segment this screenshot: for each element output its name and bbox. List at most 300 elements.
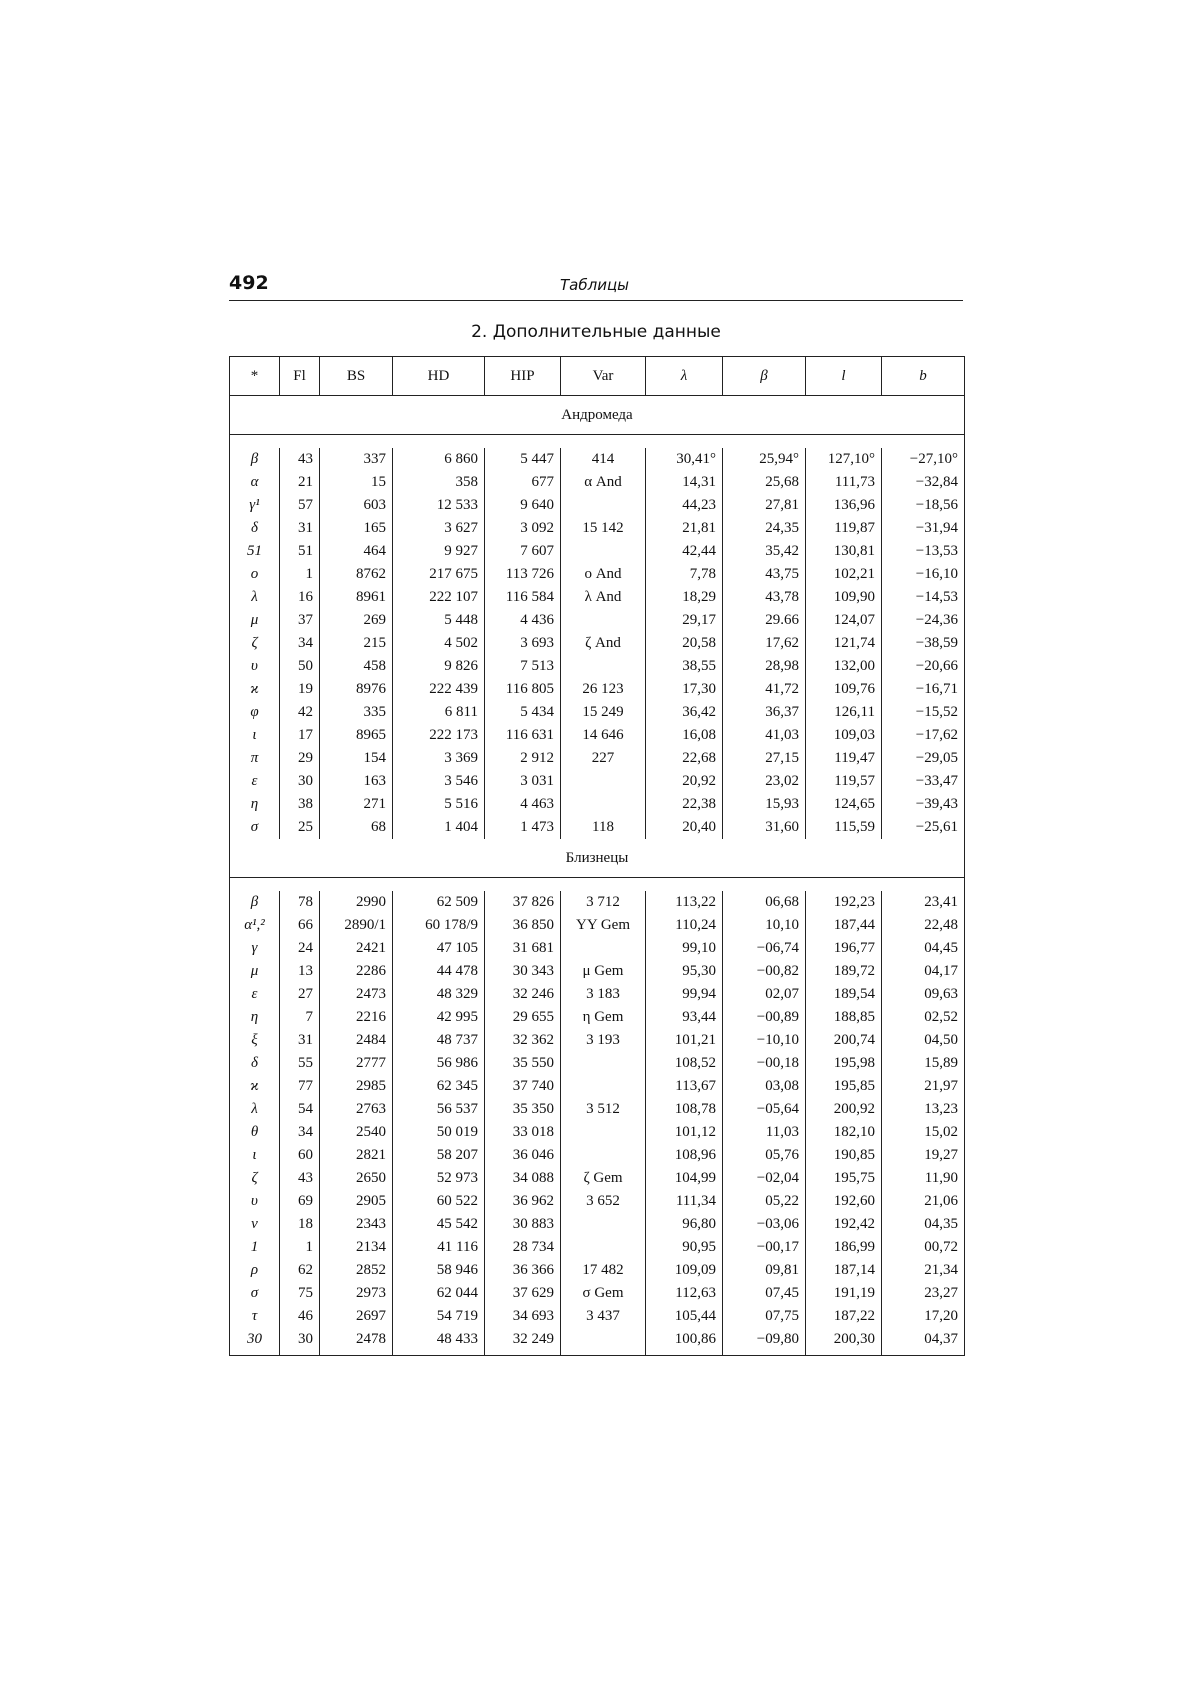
hd-number: 222 439 xyxy=(393,678,485,701)
galactic-latitude: 11,90 xyxy=(882,1167,965,1190)
hd-number: 62 345 xyxy=(393,1075,485,1098)
star-designation: η xyxy=(230,1006,280,1029)
variable-designation xyxy=(561,1236,646,1259)
flamsteed-number: 30 xyxy=(280,1328,320,1356)
star-designation: τ xyxy=(230,1305,280,1328)
spacer-cell xyxy=(230,878,965,892)
star-designation: γ xyxy=(230,937,280,960)
galactic-latitude: −16,10 xyxy=(882,563,965,586)
hip-number: 33 018 xyxy=(485,1121,561,1144)
variable-designation: YY Gem xyxy=(561,914,646,937)
hd-number: 47 105 xyxy=(393,937,485,960)
variable-designation xyxy=(561,1121,646,1144)
galactic-latitude: 04,37 xyxy=(882,1328,965,1356)
hip-number: 37 740 xyxy=(485,1075,561,1098)
table-row xyxy=(230,724,965,747)
bs-number: 2990 xyxy=(320,891,393,914)
ecliptic-longitude: 44,23 xyxy=(646,494,723,517)
variable-designation xyxy=(561,937,646,960)
variable-designation: 14 646 xyxy=(561,724,646,747)
ecliptic-latitude: −05,64 xyxy=(723,1098,806,1121)
hip-number: 116 805 xyxy=(485,678,561,701)
bs-number: 2890/1 xyxy=(320,914,393,937)
table-row xyxy=(230,586,965,609)
variable-designation: α And xyxy=(561,471,646,494)
column-header: HIP xyxy=(485,357,561,396)
bs-number: 603 xyxy=(320,494,393,517)
ecliptic-longitude: 30,41° xyxy=(646,448,723,471)
galactic-latitude: 04,17 xyxy=(882,960,965,983)
galactic-latitude: −13,53 xyxy=(882,540,965,563)
hip-number: 30 343 xyxy=(485,960,561,983)
page-number: 492 xyxy=(229,272,269,294)
flamsteed-number: 75 xyxy=(280,1282,320,1305)
ecliptic-longitude: 22,68 xyxy=(646,747,723,770)
galactic-latitude: 02,52 xyxy=(882,1006,965,1029)
flamsteed-number: 30 xyxy=(280,770,320,793)
variable-designation: 26 123 xyxy=(561,678,646,701)
bs-number: 2473 xyxy=(320,983,393,1006)
galactic-latitude: −39,43 xyxy=(882,793,965,816)
ecliptic-longitude: 101,12 xyxy=(646,1121,723,1144)
ecliptic-latitude: 25,94° xyxy=(723,448,806,471)
table-row xyxy=(230,609,965,632)
ecliptic-latitude: −00,89 xyxy=(723,1006,806,1029)
star-designation: ι xyxy=(230,724,280,747)
bs-number: 165 xyxy=(320,517,393,540)
table-row xyxy=(230,1075,965,1098)
table-row xyxy=(230,1282,965,1305)
galactic-longitude: 124,07 xyxy=(806,609,882,632)
flamsteed-number: 31 xyxy=(280,517,320,540)
bs-number: 8961 xyxy=(320,586,393,609)
table-title: 2. Дополнительные данные xyxy=(471,322,721,342)
galactic-longitude: 195,98 xyxy=(806,1052,882,1075)
column-header: Var xyxy=(561,357,646,396)
table-row xyxy=(230,1121,965,1144)
spacer-row xyxy=(230,435,965,449)
hip-number: 4 463 xyxy=(485,793,561,816)
table-row xyxy=(230,891,965,914)
variable-designation: ζ And xyxy=(561,632,646,655)
ecliptic-latitude: 02,07 xyxy=(723,983,806,1006)
galactic-latitude: 19,27 xyxy=(882,1144,965,1167)
galactic-latitude: −15,52 xyxy=(882,701,965,724)
hd-number: 358 xyxy=(393,471,485,494)
hip-number: 3 092 xyxy=(485,517,561,540)
bs-number: 2821 xyxy=(320,1144,393,1167)
bs-number: 2478 xyxy=(320,1328,393,1356)
ecliptic-latitude: 06,68 xyxy=(723,891,806,914)
flamsteed-number: 17 xyxy=(280,724,320,747)
flamsteed-number: 46 xyxy=(280,1305,320,1328)
ecliptic-longitude: 111,34 xyxy=(646,1190,723,1213)
hd-number: 6 811 xyxy=(393,701,485,724)
table-row xyxy=(230,632,965,655)
table-row xyxy=(230,494,965,517)
galactic-longitude: 189,72 xyxy=(806,960,882,983)
ecliptic-longitude: 16,08 xyxy=(646,724,723,747)
section-title: Андромеда xyxy=(230,396,965,435)
variable-designation xyxy=(561,540,646,563)
hd-number: 5 448 xyxy=(393,609,485,632)
star-designation: ι xyxy=(230,1144,280,1167)
flamsteed-number: 27 xyxy=(280,983,320,1006)
table-header-row xyxy=(230,357,965,396)
bs-number: 271 xyxy=(320,793,393,816)
variable-designation xyxy=(561,1075,646,1098)
ecliptic-longitude: 22,38 xyxy=(646,793,723,816)
ecliptic-longitude: 109,09 xyxy=(646,1259,723,1282)
galactic-longitude: 195,75 xyxy=(806,1167,882,1190)
hip-number: 2 912 xyxy=(485,747,561,770)
table-row xyxy=(230,1006,965,1029)
bs-number: 458 xyxy=(320,655,393,678)
flamsteed-number: 1 xyxy=(280,563,320,586)
table-row xyxy=(230,747,965,770)
galactic-longitude: 196,77 xyxy=(806,937,882,960)
star-designation: δ xyxy=(230,517,280,540)
hd-number: 3 369 xyxy=(393,747,485,770)
galactic-longitude: 192,23 xyxy=(806,891,882,914)
ecliptic-longitude: 14,31 xyxy=(646,471,723,494)
galactic-latitude: −27,10° xyxy=(882,448,965,471)
galactic-longitude: 127,10° xyxy=(806,448,882,471)
star-designation: δ xyxy=(230,1052,280,1075)
star-designation: φ xyxy=(230,701,280,724)
galactic-latitude: 04,45 xyxy=(882,937,965,960)
table-row xyxy=(230,793,965,816)
hip-number: 37 629 xyxy=(485,1282,561,1305)
ecliptic-longitude: 93,44 xyxy=(646,1006,723,1029)
ecliptic-latitude: −10,10 xyxy=(723,1029,806,1052)
star-designation: υ xyxy=(230,655,280,678)
hip-number: 9 640 xyxy=(485,494,561,517)
variable-designation: σ Gem xyxy=(561,1282,646,1305)
table-row xyxy=(230,448,965,471)
hip-number: 7 607 xyxy=(485,540,561,563)
star-designation: υ xyxy=(230,1190,280,1213)
galactic-latitude: 15,89 xyxy=(882,1052,965,1075)
flamsteed-number: 38 xyxy=(280,793,320,816)
bs-number: 163 xyxy=(320,770,393,793)
ecliptic-latitude: −09,80 xyxy=(723,1328,806,1356)
galactic-latitude: −16,71 xyxy=(882,678,965,701)
star-designation: α xyxy=(230,471,280,494)
hd-number: 50 019 xyxy=(393,1121,485,1144)
ecliptic-longitude: 90,95 xyxy=(646,1236,723,1259)
galactic-latitude: −25,61 xyxy=(882,816,965,839)
table-row xyxy=(230,1167,965,1190)
variable-designation: 3 512 xyxy=(561,1098,646,1121)
hd-number: 60 178/9 xyxy=(393,914,485,937)
bs-number: 2905 xyxy=(320,1190,393,1213)
spacer-row xyxy=(230,878,965,892)
ecliptic-longitude: 38,55 xyxy=(646,655,723,678)
ecliptic-longitude: 29,17 xyxy=(646,609,723,632)
table-row xyxy=(230,1236,965,1259)
hd-number: 62 044 xyxy=(393,1282,485,1305)
star-designation: ϰ xyxy=(230,678,280,701)
galactic-latitude: 21,97 xyxy=(882,1075,965,1098)
hd-number: 1 404 xyxy=(393,816,485,839)
star-designation: ν xyxy=(230,1213,280,1236)
flamsteed-number: 54 xyxy=(280,1098,320,1121)
flamsteed-number: 7 xyxy=(280,1006,320,1029)
hip-number: 30 883 xyxy=(485,1213,561,1236)
table-row xyxy=(230,816,965,839)
bs-number: 337 xyxy=(320,448,393,471)
column-header: * xyxy=(230,357,280,396)
star-designation: π xyxy=(230,747,280,770)
section-row xyxy=(230,396,965,435)
galactic-longitude: 109,03 xyxy=(806,724,882,747)
flamsteed-number: 29 xyxy=(280,747,320,770)
star-designation: ξ xyxy=(230,1029,280,1052)
bs-number: 2421 xyxy=(320,937,393,960)
hip-number: 28 734 xyxy=(485,1236,561,1259)
star-designation: μ xyxy=(230,609,280,632)
galactic-latitude: 04,50 xyxy=(882,1029,965,1052)
hip-number: 34 693 xyxy=(485,1305,561,1328)
hip-number: 677 xyxy=(485,471,561,494)
variable-designation: 15 142 xyxy=(561,517,646,540)
bs-number: 2852 xyxy=(320,1259,393,1282)
variable-designation: 227 xyxy=(561,747,646,770)
galactic-latitude: 23,41 xyxy=(882,891,965,914)
flamsteed-number: 62 xyxy=(280,1259,320,1282)
ecliptic-latitude: 05,22 xyxy=(723,1190,806,1213)
galactic-longitude: 200,30 xyxy=(806,1328,882,1356)
galactic-latitude: −24,36 xyxy=(882,609,965,632)
hd-number: 54 719 xyxy=(393,1305,485,1328)
ecliptic-latitude: 43,75 xyxy=(723,563,806,586)
ecliptic-longitude: 100,86 xyxy=(646,1328,723,1356)
ecliptic-longitude: 113,67 xyxy=(646,1075,723,1098)
galactic-longitude: 102,21 xyxy=(806,563,882,586)
variable-designation: ζ Gem xyxy=(561,1167,646,1190)
ecliptic-latitude: 07,45 xyxy=(723,1282,806,1305)
ecliptic-longitude: 108,96 xyxy=(646,1144,723,1167)
galactic-longitude: 109,76 xyxy=(806,678,882,701)
variable-designation: 3 712 xyxy=(561,891,646,914)
hd-number: 3 546 xyxy=(393,770,485,793)
ecliptic-longitude: 20,40 xyxy=(646,816,723,839)
ecliptic-latitude: 36,37 xyxy=(723,701,806,724)
galactic-longitude: 109,90 xyxy=(806,586,882,609)
variable-designation xyxy=(561,494,646,517)
ecliptic-latitude: 17,62 xyxy=(723,632,806,655)
column-header: λ xyxy=(646,357,723,396)
ecliptic-longitude: 42,44 xyxy=(646,540,723,563)
bs-number: 2343 xyxy=(320,1213,393,1236)
section-title: Близнецы xyxy=(230,839,965,878)
ecliptic-latitude: 31,60 xyxy=(723,816,806,839)
ecliptic-longitude: 113,22 xyxy=(646,891,723,914)
galactic-longitude: 200,74 xyxy=(806,1029,882,1052)
variable-designation xyxy=(561,1213,646,1236)
galactic-latitude: −18,56 xyxy=(882,494,965,517)
bs-number: 215 xyxy=(320,632,393,655)
hip-number: 5 434 xyxy=(485,701,561,724)
star-designation: 51 xyxy=(230,540,280,563)
ecliptic-latitude: 05,76 xyxy=(723,1144,806,1167)
hip-number: 4 436 xyxy=(485,609,561,632)
star-designation: η xyxy=(230,793,280,816)
galactic-longitude: 188,85 xyxy=(806,1006,882,1029)
galactic-latitude: 21,06 xyxy=(882,1190,965,1213)
bs-number: 2763 xyxy=(320,1098,393,1121)
star-designation: β xyxy=(230,891,280,914)
ecliptic-latitude: 11,03 xyxy=(723,1121,806,1144)
bs-number: 2697 xyxy=(320,1305,393,1328)
bs-number: 8976 xyxy=(320,678,393,701)
bs-number: 2216 xyxy=(320,1006,393,1029)
bs-number: 2540 xyxy=(320,1121,393,1144)
hd-number: 44 478 xyxy=(393,960,485,983)
ecliptic-latitude: 25,68 xyxy=(723,471,806,494)
bs-number: 2777 xyxy=(320,1052,393,1075)
hip-number: 36 046 xyxy=(485,1144,561,1167)
table-row xyxy=(230,1052,965,1075)
table-row xyxy=(230,655,965,678)
galactic-latitude: −31,94 xyxy=(882,517,965,540)
galactic-longitude: 186,99 xyxy=(806,1236,882,1259)
ecliptic-latitude: 24,35 xyxy=(723,517,806,540)
table-row xyxy=(230,1029,965,1052)
galactic-latitude: −29,05 xyxy=(882,747,965,770)
hip-number: 1 473 xyxy=(485,816,561,839)
ecliptic-latitude: 41,72 xyxy=(723,678,806,701)
table-row xyxy=(230,1328,965,1356)
bs-number: 68 xyxy=(320,816,393,839)
bs-number: 2985 xyxy=(320,1075,393,1098)
variable-designation: 15 249 xyxy=(561,701,646,724)
ecliptic-longitude: 99,94 xyxy=(646,983,723,1006)
ecliptic-latitude: 07,75 xyxy=(723,1305,806,1328)
galactic-latitude: −33,47 xyxy=(882,770,965,793)
hip-number: 3 693 xyxy=(485,632,561,655)
bs-number: 2973 xyxy=(320,1282,393,1305)
galactic-longitude: 126,11 xyxy=(806,701,882,724)
hd-number: 41 116 xyxy=(393,1236,485,1259)
ecliptic-longitude: 7,78 xyxy=(646,563,723,586)
table-row xyxy=(230,1144,965,1167)
table-row xyxy=(230,983,965,1006)
galactic-latitude: −14,53 xyxy=(882,586,965,609)
variable-designation: 414 xyxy=(561,448,646,471)
ecliptic-longitude: 99,10 xyxy=(646,937,723,960)
galactic-longitude: 119,47 xyxy=(806,747,882,770)
star-designation: θ xyxy=(230,1121,280,1144)
hd-number: 12 533 xyxy=(393,494,485,517)
column-header: Fl xyxy=(280,357,320,396)
hip-number: 36 850 xyxy=(485,914,561,937)
variable-designation xyxy=(561,770,646,793)
table-row xyxy=(230,914,965,937)
variable-designation: 3 193 xyxy=(561,1029,646,1052)
hd-number: 56 537 xyxy=(393,1098,485,1121)
hip-number: 34 088 xyxy=(485,1167,561,1190)
bs-number: 269 xyxy=(320,609,393,632)
table-row xyxy=(230,517,965,540)
hip-number: 36 366 xyxy=(485,1259,561,1282)
galactic-longitude: 191,19 xyxy=(806,1282,882,1305)
ecliptic-latitude: 10,10 xyxy=(723,914,806,937)
hd-number: 58 946 xyxy=(393,1259,485,1282)
running-title: Таблицы xyxy=(560,276,629,294)
galactic-latitude: 23,27 xyxy=(882,1282,965,1305)
ecliptic-longitude: 110,24 xyxy=(646,914,723,937)
galactic-longitude: 192,60 xyxy=(806,1190,882,1213)
ecliptic-latitude: −00,82 xyxy=(723,960,806,983)
variable-designation: 3 183 xyxy=(561,983,646,1006)
galactic-longitude: 200,92 xyxy=(806,1098,882,1121)
variable-designation xyxy=(561,655,646,678)
hd-number: 48 737 xyxy=(393,1029,485,1052)
star-designation: ρ xyxy=(230,1259,280,1282)
hd-number: 42 995 xyxy=(393,1006,485,1029)
flamsteed-number: 13 xyxy=(280,960,320,983)
star-designation: ϰ xyxy=(230,1075,280,1098)
bs-number: 8762 xyxy=(320,563,393,586)
hip-number: 31 681 xyxy=(485,937,561,960)
star-designation: 30 xyxy=(230,1328,280,1356)
variable-designation xyxy=(561,793,646,816)
hd-number: 222 173 xyxy=(393,724,485,747)
hip-number: 7 513 xyxy=(485,655,561,678)
bs-number: 15 xyxy=(320,471,393,494)
galactic-latitude: −20,66 xyxy=(882,655,965,678)
table-row xyxy=(230,540,965,563)
hip-number: 116 584 xyxy=(485,586,561,609)
galactic-latitude: 15,02 xyxy=(882,1121,965,1144)
hd-number: 217 675 xyxy=(393,563,485,586)
galactic-latitude: 13,23 xyxy=(882,1098,965,1121)
flamsteed-number: 21 xyxy=(280,471,320,494)
star-designation: γ¹ xyxy=(230,494,280,517)
galactic-latitude: −17,62 xyxy=(882,724,965,747)
flamsteed-number: 1 xyxy=(280,1236,320,1259)
hip-number: 3 031 xyxy=(485,770,561,793)
ecliptic-latitude: 41,03 xyxy=(723,724,806,747)
bs-number: 464 xyxy=(320,540,393,563)
ecliptic-longitude: 20,92 xyxy=(646,770,723,793)
flamsteed-number: 25 xyxy=(280,816,320,839)
ecliptic-longitude: 96,80 xyxy=(646,1213,723,1236)
bs-number: 8965 xyxy=(320,724,393,747)
hd-number: 3 627 xyxy=(393,517,485,540)
variable-designation: 17 482 xyxy=(561,1259,646,1282)
variable-designation: μ Gem xyxy=(561,960,646,983)
hd-number: 9 927 xyxy=(393,540,485,563)
table-row xyxy=(230,1213,965,1236)
flamsteed-number: 50 xyxy=(280,655,320,678)
ecliptic-latitude: −00,18 xyxy=(723,1052,806,1075)
hd-number: 222 107 xyxy=(393,586,485,609)
ecliptic-longitude: 18,29 xyxy=(646,586,723,609)
star-designation: λ xyxy=(230,586,280,609)
bs-number: 154 xyxy=(320,747,393,770)
hd-number: 56 986 xyxy=(393,1052,485,1075)
galactic-longitude: 130,81 xyxy=(806,540,882,563)
ecliptic-latitude: 03,08 xyxy=(723,1075,806,1098)
header-rule xyxy=(229,300,963,301)
section-row xyxy=(230,839,965,878)
hd-number: 5 516 xyxy=(393,793,485,816)
hd-number: 62 509 xyxy=(393,891,485,914)
galactic-longitude: 192,42 xyxy=(806,1213,882,1236)
